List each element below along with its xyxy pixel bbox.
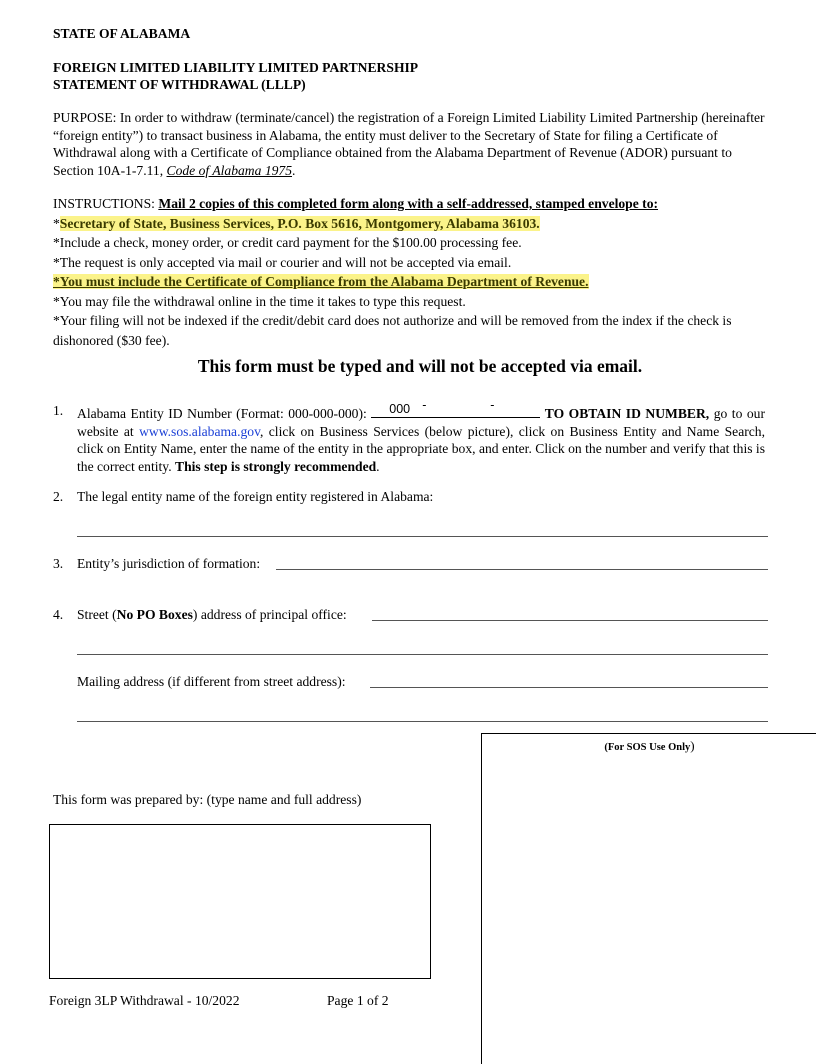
jurisdiction-label: Entity’s jurisdiction of formation: (77, 556, 261, 571)
typed-notice: This form must be typed and will not be accepted via email. (197, 356, 643, 376)
entity-id-dash2: - (490, 398, 495, 412)
sos-website-link[interactable]: www.sos.alabama.gov (139, 423, 260, 439)
sos-use-only-text: (For SOS Use Only (604, 742, 691, 753)
form-title-line2: STATEMENT OF WITHDRAWAL (LLLP) (53, 77, 306, 92)
item4-number: 4. (53, 607, 64, 622)
purpose-paragraph (53, 109, 767, 179)
item3-number: 3. (53, 556, 64, 571)
item1-number: 1. (53, 403, 64, 418)
street-address-field-line2[interactable] (77, 654, 768, 655)
fee-line: *Include a check, money order, or credit card payment for the $100.00 processing fee. (53, 235, 522, 250)
street-label-a: Street ( (77, 607, 117, 622)
item1-end: . (376, 458, 380, 474)
purpose-text: PURPOSE: In order to withdraw (terminate/cancel) the registration of a Foreign Limited Liability Limited Partnership (hereinafter “foreign entity”) to transact business in Alabama, the entity must deliver to the Secretary of State for filing a Certificate of Withdrawal along with a Certificate of Compliance obtained from the Alabama Department of Revenue (ADOR) pursuant to Section 10A-1-7.11, (53, 110, 765, 178)
mailing-address-field-line2[interactable] (77, 721, 768, 722)
entity-id-label: Alabama Entity ID Number (Format: 000-000-000): (77, 406, 367, 421)
legal-name-field[interactable] (77, 536, 768, 537)
instructions-block (53, 194, 783, 350)
mailing-address: Secretary of State, Business Services, P.O. Box 5616, Montgomery, Alabama 36103. (59, 215, 540, 231)
index-warning-line: *Your filing will not be indexed if the credit/debit card does not authorize and will be removed from the index if the check is dishonored ($30 fee). (53, 313, 732, 348)
item1-paragraph (77, 398, 765, 475)
item1-text-b: , click on Business Services (below picture), click on Business Entity and Name Search, click on Entity Name, enter the name of the entity in the appropriate box, and enter. Click on the number and verify that this is the correct entity. (77, 423, 765, 474)
mailing-address-label: Mailing address (if different from street address): (77, 674, 346, 689)
obtain-id-heading: TO OBTAIN ID NUMBER, (544, 406, 710, 421)
sos-use-only-box (481, 733, 816, 1064)
prepared-by-box[interactable] (49, 824, 431, 979)
mailing-address-field[interactable] (370, 687, 768, 688)
code-reference: Code of Alabama 1975 (166, 162, 293, 178)
purpose-end: . (292, 162, 296, 178)
certificate-line (53, 272, 783, 292)
street-label-b: ) address of principal office: (192, 607, 347, 622)
instructions-label: INSTRUCTIONS: (53, 196, 159, 211)
state-heading: STATE OF ALABAMA (53, 26, 191, 41)
instructions-mail (53, 194, 783, 214)
sos-use-only-paren: ) (690, 738, 695, 753)
prepared-by-label: This form was prepared by: (type name and full address) (53, 792, 362, 807)
strongly-recommended: This step is strongly recommended (175, 458, 377, 474)
address-star: * (53, 215, 60, 231)
form-title-line1: FOREIGN LIMITED LIABILITY LIMITED PARTNERSHIP (53, 60, 419, 75)
form-id-footer: Foreign 3LP Withdrawal - 10/2022 (49, 993, 240, 1008)
page-number: Page 1 of 2 (327, 993, 389, 1008)
legal-name-label: The legal entity name of the foreign entity registered in Alabama: (77, 489, 434, 504)
online-line: *You may file the withdrawal online in the time it takes to type this request. (53, 293, 466, 309)
item2-number: 2. (53, 489, 64, 504)
jurisdiction-field[interactable] (276, 569, 768, 570)
mail-only-line: *The request is only accepted via mail or courier and will not be accepted via email. (53, 254, 512, 270)
entity-id-field[interactable] (371, 398, 540, 418)
sos-use-only-label (482, 738, 816, 754)
address-line (53, 214, 783, 234)
street-address-label (77, 607, 347, 623)
entity-id-prefix: 000 (389, 402, 411, 416)
certificate-requirement: *You must include the Certificate of Compliance from the Alabama Department of Revenue. (53, 274, 589, 289)
mail-instruction: Mail 2 copies of this completed form along with a self-addressed, stamped envelope to: (158, 196, 659, 211)
no-po-boxes: No PO Boxes (116, 607, 193, 622)
item1-text-a: go to our website at (77, 406, 765, 439)
street-address-field[interactable] (372, 620, 768, 621)
entity-id-dash1: - (422, 398, 427, 412)
